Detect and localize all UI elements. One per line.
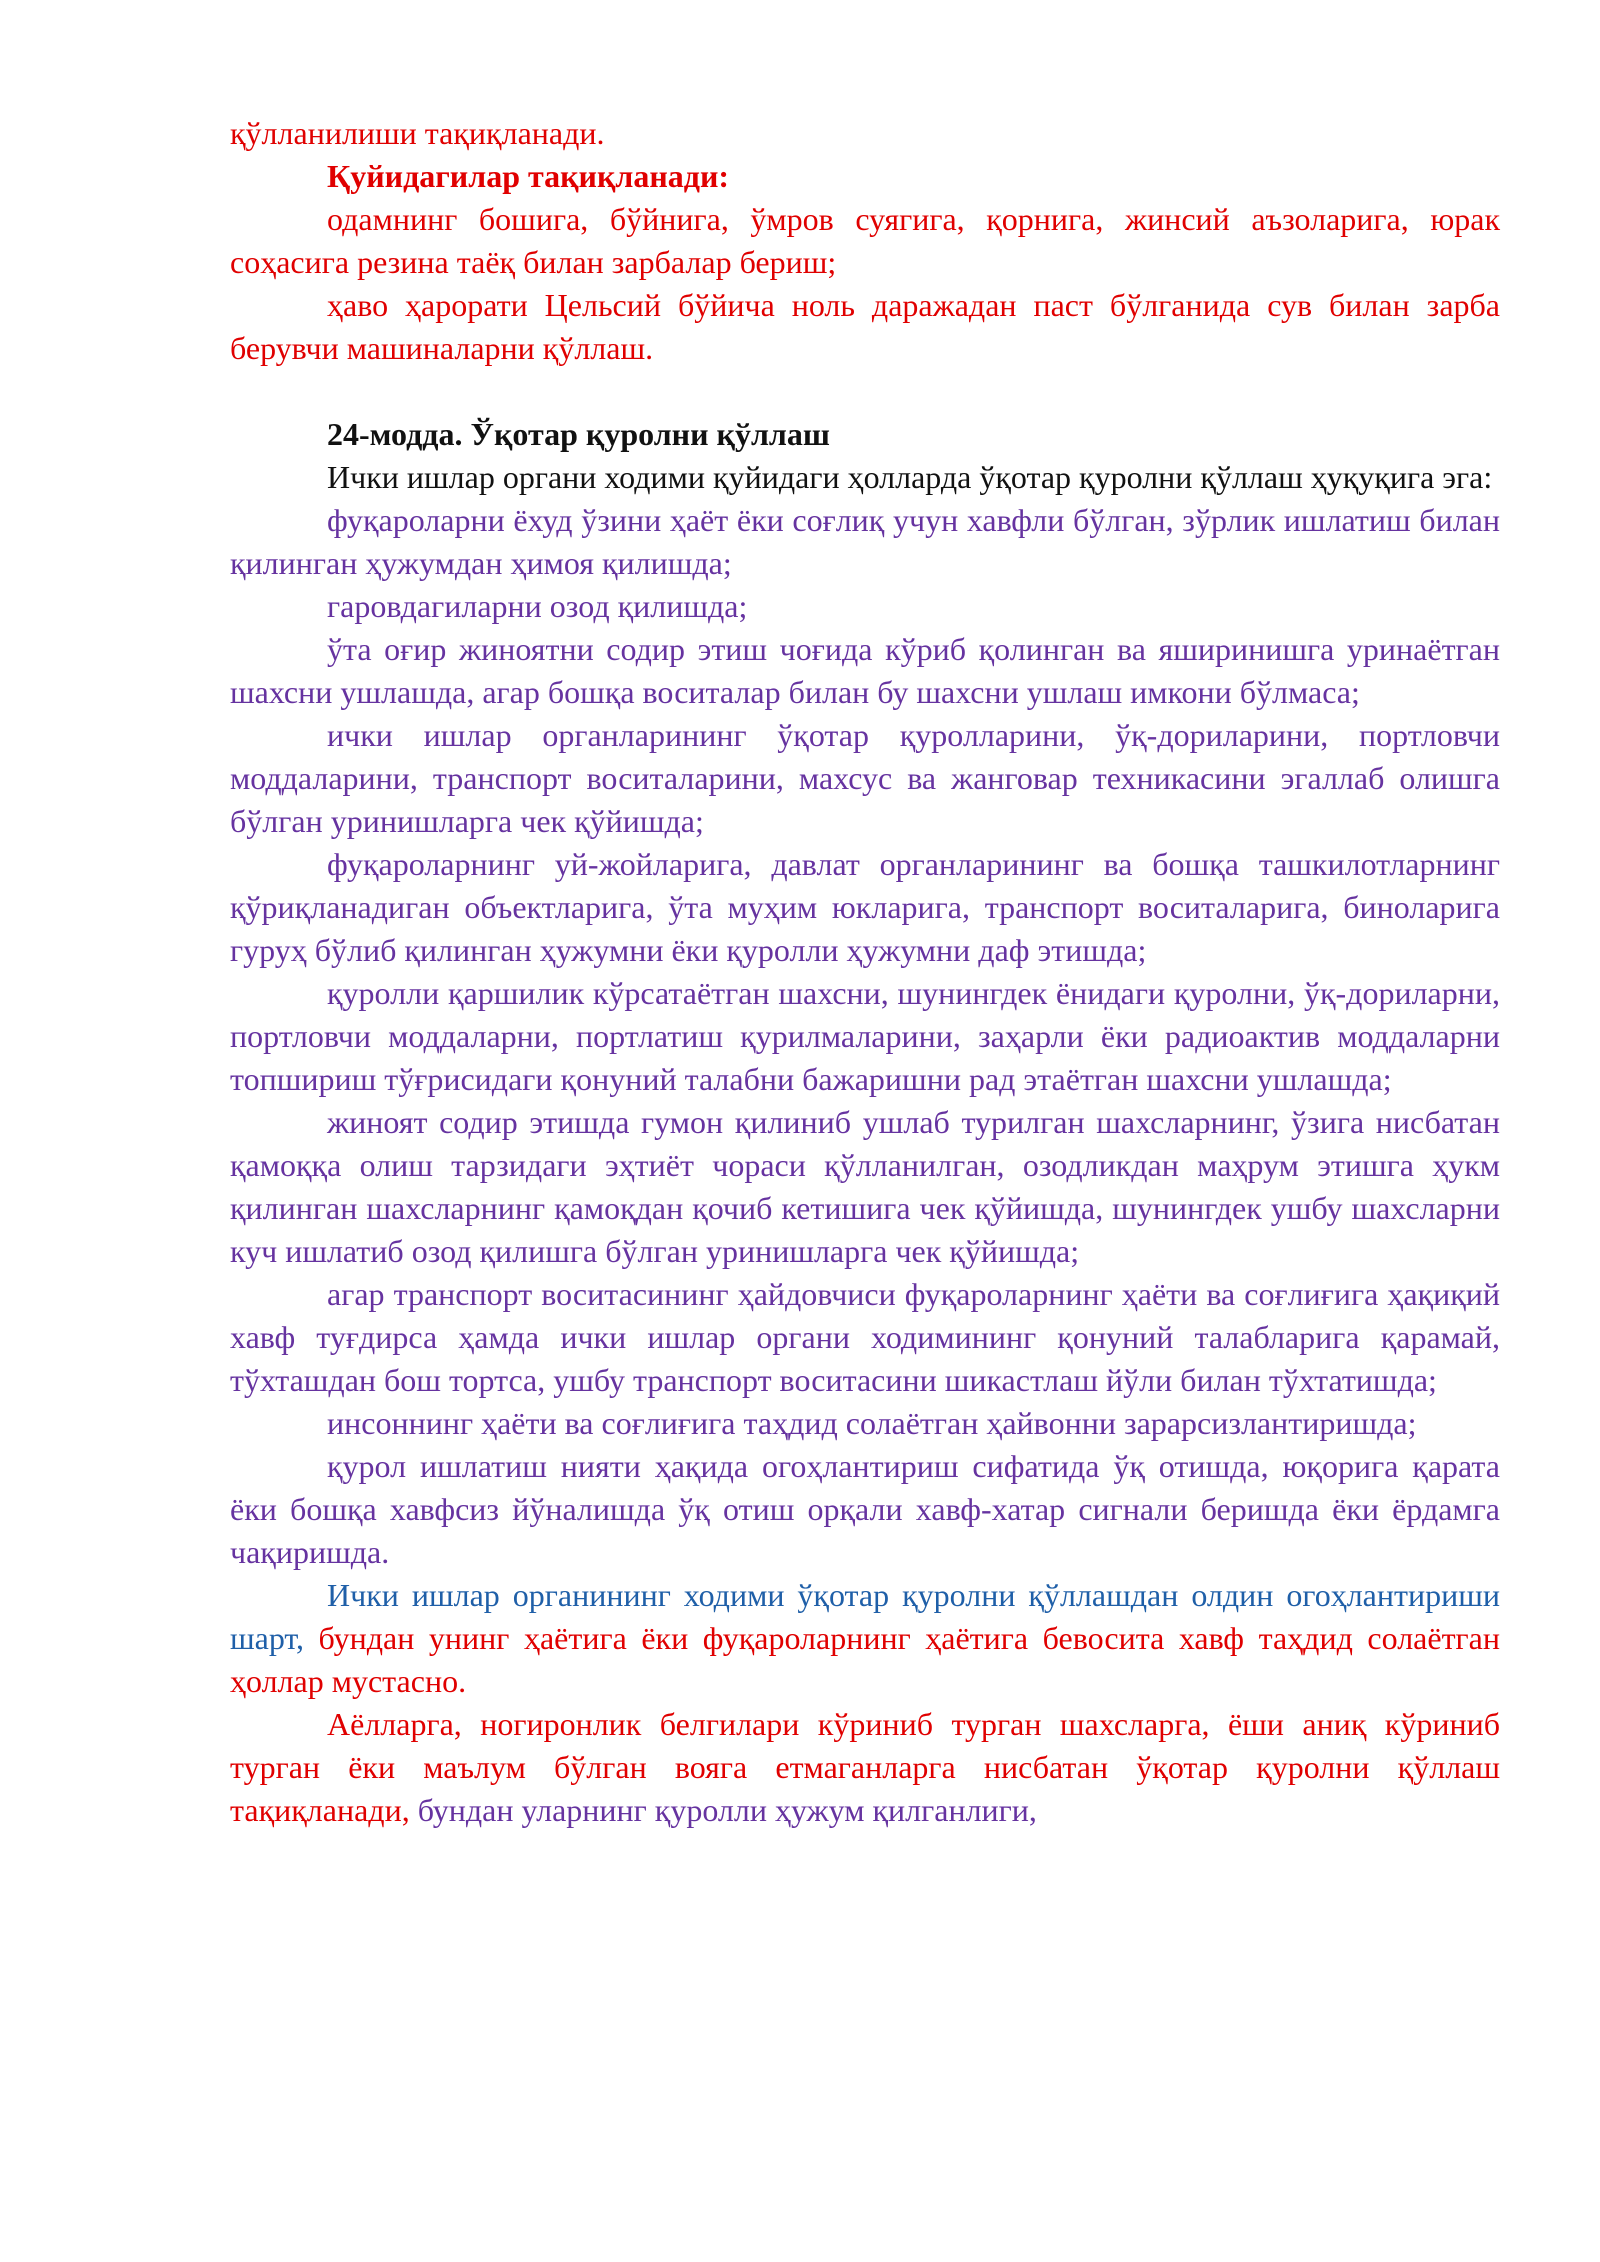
text-run: жиноят содир этишда гумон қилиниб ушлаб турилган шахсларнинг, ўзига нисбатан қамоққа олиш тарзидаги эҳтиёт чораси қўлланилган, озодликдан маҳрум этишга ҳукм қилинган шахсларнинг қамоқдан қочиб кетишига чек қўйишда, шунингдек ушбу шахсларни куч ишлатиб озод қилишга бўлган уринишларга чек қўйишда; — [230, 1104, 1500, 1269]
article-heading — [230, 413, 1500, 456]
text-run: 24-модда. Ўқотар қуролни қўллаш — [327, 416, 830, 452]
paragraph — [230, 155, 1500, 198]
paragraph — [230, 972, 1500, 1101]
text-run: қўлланилиши тақиқланади. — [230, 115, 605, 151]
paragraph-gap — [230, 370, 1500, 413]
text-run: одамнинг бошига, бўйнига, ўмров суягига, қорнига, жинсий аъзоларига, юрак соҳасига резина таёқ билан зарбалар бериш; — [230, 201, 1500, 280]
paragraph — [230, 585, 1500, 628]
paragraph — [230, 1402, 1500, 1445]
text-run: Ички ишлар органининг ходими ўқотар қуролни қўллашдан олдин огоҳлантириши шарт, — [230, 1577, 1500, 1656]
text-run: ўта оғир жиноятни содир этиш чоғида кўриб қолинган ва яширинишга уринаётган шахсни ушлашда, агар бошқа воситалар билан бу шахсни ушлаш имкони бўлмаса; — [230, 631, 1500, 710]
text-run: Ички ишлар органи ходими қуйидаги ҳолларда ўқотар қуролни қўллаш ҳуқуқига эга: — [327, 459, 1493, 495]
text-run: агар транспорт воситасининг ҳайдовчиси фуқароларнинг ҳаёти ва соғлиғига ҳақиқий хавф туғдирса ҳамда ички ишлар органи ходимининг қонуний талабларига қарамай, тўхташдан бош тортса, ушбу транспорт воситасини шикастлаш йўли билан тўхтатишда; — [230, 1276, 1500, 1398]
paragraph — [230, 843, 1500, 972]
text-run: фуқароларнинг уй-жойларига, давлат органларининг ва бошқа ташкилотларнинг қўриқланадиган объектларига, ўта муҳим юкларига, транспорт воситаларига, биноларига гуруҳ бўлиб қилинган ҳужумни ёки қуролли ҳужумни даф этишда; — [230, 846, 1500, 968]
paragraph — [230, 1101, 1500, 1273]
text-run: Қуйидагилар тақиқланади: — [327, 158, 730, 194]
text-run: Аёлларга, ногиронлик белгилари кўриниб турган шахсларга, ёши аниқ кўриниб турган ёки маълум бўлган вояга етмаганларга нисбатан ўқотар қуролни қўллаш тақиқланади, — [230, 1706, 1500, 1828]
text-run: гаровдагиларни озод қилишда; — [327, 588, 748, 624]
text-run: ҳаво ҳарорати Цельсий бўйича ноль даражадан паст бўлганида сув билан зарба берувчи машиналарни қўллаш. — [230, 287, 1500, 366]
text-run: фуқароларни ёхуд ўзини ҳаёт ёки соғлиқ учун хавфли бўлган, зўрлик ишлатиш билан қилинган ҳужумдан ҳимоя қилишда; — [230, 502, 1500, 581]
paragraph — [230, 1574, 1500, 1703]
paragraph — [230, 198, 1500, 284]
paragraph — [230, 1445, 1500, 1574]
text-run: бундан унинг ҳаётига ёки фуқароларнинг ҳаётига бевосита хавф таҳдид солаётган ҳоллар мустасно. — [230, 1620, 1500, 1699]
text-run: қуролли қаршилик кўрсатаётган шахсни, шунингдек ёнидаги қуролни, ўқ-дориларни, портловчи моддаларни, портлатиш қурилмаларини, заҳарли ёки радиоактив моддаларни топшириш тўғрисидаги қонуний талабни бажаришни рад этаётган шахсни ушлашда; — [230, 975, 1500, 1097]
document-page — [230, 112, 1500, 1832]
paragraph — [230, 284, 1500, 370]
paragraph — [230, 628, 1500, 714]
paragraph — [230, 112, 1500, 155]
paragraph — [230, 456, 1500, 499]
text-run: инсоннинг ҳаёти ва соғлиғига таҳдид солаётган ҳайвонни зарарсизлантиришда; — [327, 1405, 1417, 1441]
text-run: ички ишлар органларининг ўқотар қуролларини, ўқ-дориларини, портловчи моддаларини, транспорт воситаларини, махсус ва жанговар техникасини эгаллаб олишга бўлган уринишларга чек қўйишда; — [230, 717, 1500, 839]
text-run: қурол ишлатиш нияти ҳақида огоҳлантириш сифатида ўқ отишда, юқорига қарата ёки бошқа хавфсиз йўналишда ўқ отиш орқали хавф-хатар сигнали беришда ёки ёрдамга чақиришда. — [230, 1448, 1500, 1570]
paragraph — [230, 1703, 1500, 1832]
paragraph — [230, 1273, 1500, 1402]
paragraph — [230, 499, 1500, 585]
paragraph — [230, 714, 1500, 843]
text-run: бундан уларнинг қуролли ҳужум қилганлиги, — [409, 1792, 1037, 1828]
